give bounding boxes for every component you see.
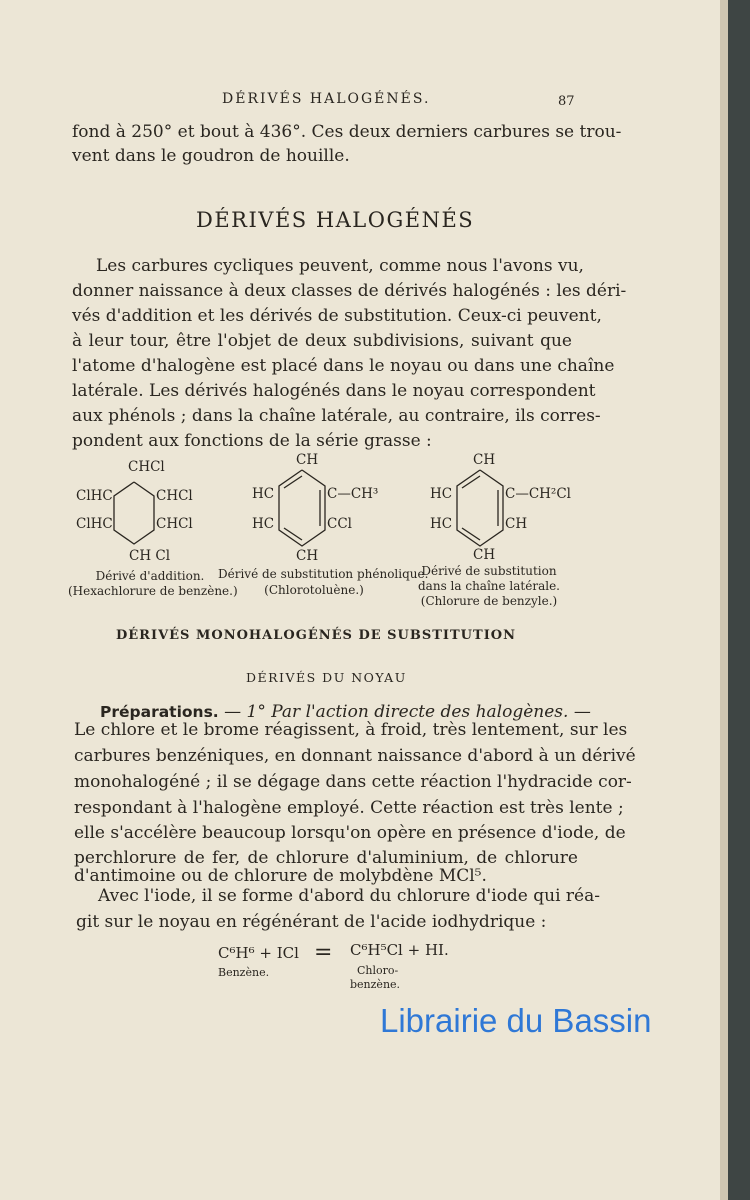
- fig1-top: CHCl: [128, 459, 165, 475]
- preparations-line: perchlorure de fer, de chlorure d'aluminium, de chlorure: [74, 848, 578, 868]
- benzene-ring-phenolic: [275, 468, 329, 550]
- paragraph-line: aux phénols ; dans la chaîne latérale, au contraire, ils corres-: [72, 406, 601, 426]
- fig3-lower-right: CH: [505, 516, 528, 532]
- fig2-bottom: CH: [296, 548, 319, 564]
- preparations-line: elle s'accélère beaucoup lorsqu'on opère en présence d'iode, de: [74, 823, 626, 843]
- preparations-line: monohalogéné ; il se dégage dans cette réaction l'hydracide cor-: [74, 772, 632, 792]
- fig2-caption-2: (Chlorotoluène.): [264, 583, 364, 597]
- paragraph-line: vés d'addition et les dérivés de substitution. Ceux-ci peuvent,: [72, 306, 602, 326]
- running-title: DÉRIVÉS HALOGÉNÉS.: [222, 91, 431, 107]
- fig2-caption-1: Dérivé de substitution phénolique.: [218, 567, 429, 581]
- subsubsection-title: DÉRIVÉS DU NOYAU: [246, 670, 407, 685]
- fig1-bottom: CH Cl: [129, 548, 171, 564]
- page-number: 87: [558, 94, 575, 109]
- preparations-heading: [100, 702, 591, 722]
- fig2-lower-right: CCl: [327, 516, 352, 532]
- paragraph-line: donner naissance à deux classes de dérivés halogénés : les déri-: [72, 281, 627, 301]
- fig1-lower-right: CHCl: [156, 516, 193, 532]
- preparations-line: d'antimoine ou de chlorure de molybdène MCl⁵.: [74, 866, 487, 886]
- hexagon-ring-addition: [108, 478, 160, 550]
- equation-equals: =: [314, 940, 333, 965]
- fig1-caption-1: Dérivé d'addition.: [95, 569, 205, 583]
- equation-right: C⁶H⁵Cl + HI.: [350, 941, 449, 959]
- fig2-top: CH: [296, 452, 319, 468]
- fig1-lower-left: ClHC: [76, 516, 113, 532]
- fig3-lower-left: HC: [430, 516, 453, 532]
- fig3-caption-1: Dérivé de substitution: [421, 564, 557, 578]
- equation-left-label: Benzène.: [218, 966, 270, 979]
- fig3-caption-2: dans la chaîne latérale.: [418, 579, 560, 593]
- preparations-label: Préparations.: [100, 703, 219, 721]
- iode-line-1: Avec l'iode, il se forme d'abord du chlorure d'iode qui réa-: [98, 886, 600, 906]
- fig1-caption-2: (Hexachlorure de benzène.): [68, 584, 238, 598]
- fig1-upper-left: ClHC: [76, 488, 113, 504]
- fig3-bottom: CH: [473, 547, 496, 563]
- paragraph-line: Les carbures cycliques peuvent, comme nous l'avons vu,: [96, 256, 584, 276]
- paragraph-line: pondent aux fonctions de la série grasse :: [72, 431, 432, 451]
- preparations-line: carbures benzéniques, en donnant naissance d'abord à un dérivé: [74, 746, 636, 766]
- paragraph-line: latérale. Les dérivés halogénés dans le noyau correspondent: [72, 381, 596, 401]
- section-title: DÉRIVÉS HALOGÉNÉS: [196, 208, 475, 232]
- fig3-upper-left: HC: [430, 486, 453, 502]
- equation-right-label-2: benzène.: [350, 978, 401, 991]
- subsection-title: DÉRIVÉS MONOHALOGÉNÉS DE SUBSTITUTION: [116, 628, 516, 643]
- fig3-caption-3: (Chlorure de benzyle.): [420, 594, 558, 608]
- benzene-ring-side-chain: [453, 468, 507, 550]
- fig2-upper-right: C—CH³: [327, 486, 379, 502]
- preparations-lead: — 1° Par l'action directe des halogènes. —: [218, 702, 591, 722]
- paragraph-line: à leur tour, être l'objet de deux subdivisions, suivant que: [72, 331, 572, 351]
- fig3-upper-right: C—CH²Cl: [505, 486, 571, 502]
- preparations-line: Le chlore et le brome réagissent, à froid, très lentement, sur les: [74, 720, 628, 740]
- iode-line-2: git sur le noyau en régénérant de l'acide iodhydrique :: [76, 912, 547, 932]
- book-spine: [728, 0, 750, 1200]
- intro-line-2: vent dans le goudron de houille.: [72, 146, 350, 166]
- preparations-line: respondant à l'halogène employé. Cette réaction est très lente ;: [74, 798, 624, 818]
- paragraph-line: l'atome d'halogène est placé dans le noyau ou dans une chaîne: [72, 356, 615, 376]
- fig3-top: CH: [473, 452, 496, 468]
- fig2-upper-left: HC: [252, 486, 275, 502]
- equation-right-label-1: Chloro-: [357, 964, 399, 977]
- intro-line-1: fond à 250° et bout à 436°. Ces deux derniers carbures se trou-: [72, 122, 622, 142]
- fig1-upper-right: CHCl: [156, 488, 193, 504]
- equation-left: C⁶H⁶ + ICl: [218, 944, 299, 962]
- watermark: Librairie du Bassin: [380, 1002, 652, 1039]
- fig2-lower-left: HC: [252, 516, 275, 532]
